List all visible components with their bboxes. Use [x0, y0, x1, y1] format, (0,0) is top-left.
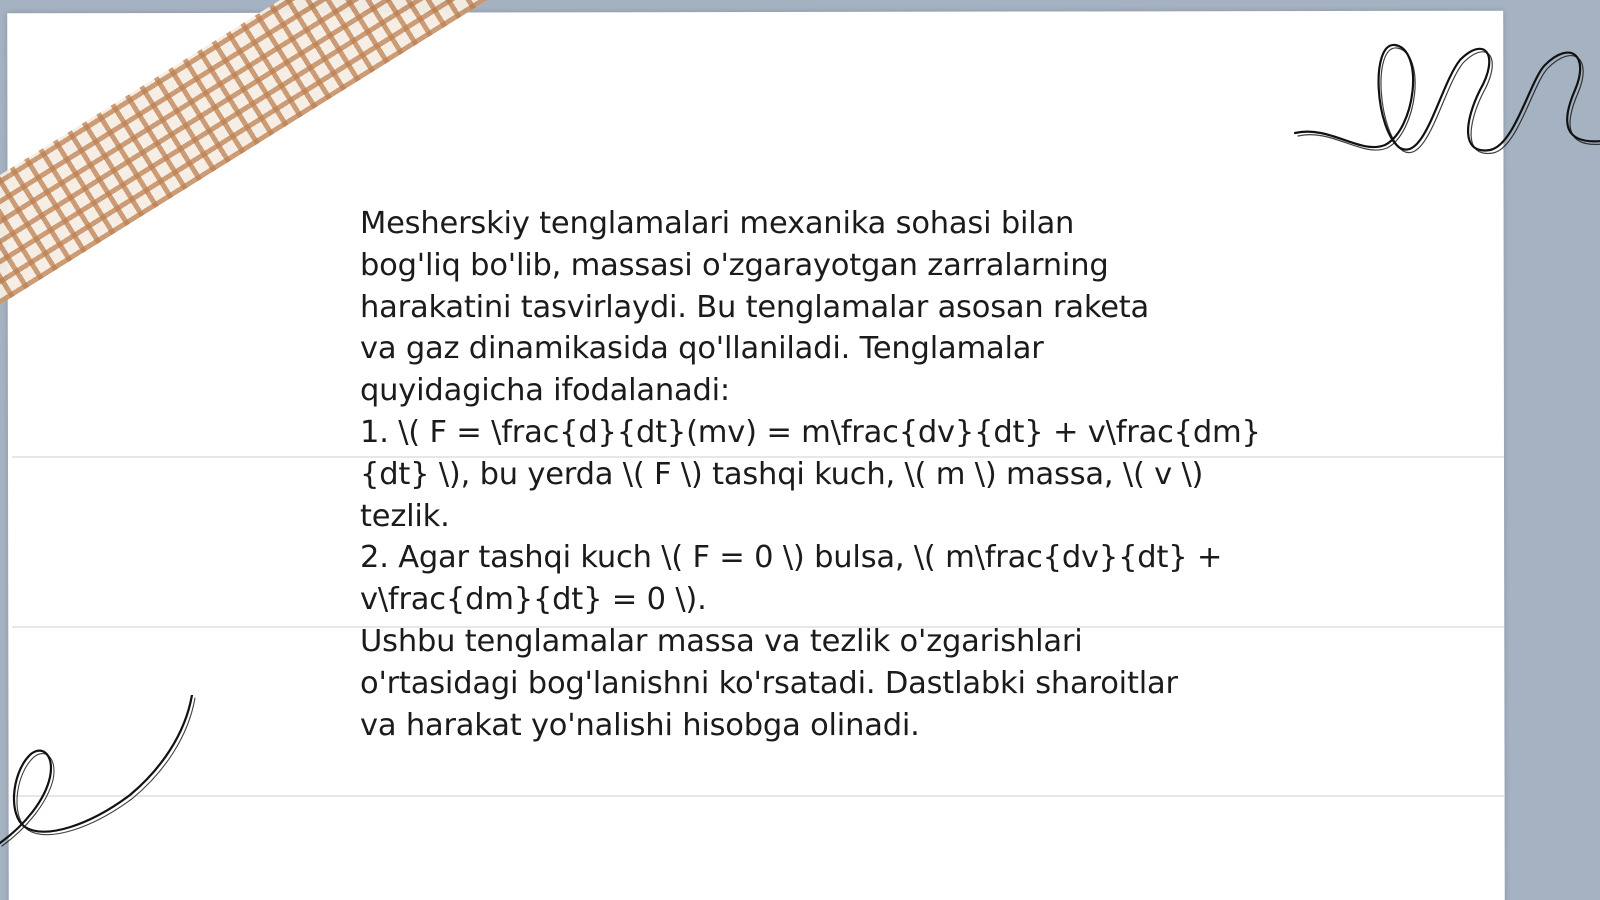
loop-scribble-icon — [1290, 30, 1600, 170]
equation-line: {dt} \), bu yerda \( F \) tashqi kuch, \( m \) massa, \( v \) — [360, 456, 1204, 492]
text-line: va harakat yo'nalishi hisobga olinadi. — [360, 707, 920, 743]
text-line: Mesherskiy tenglamalari mexanika sohasi bilan — [360, 206, 1075, 241]
paper-rule-line — [12, 795, 1504, 797]
equation-line: 1. \( F = \frac{d}{dt}(mv) = m\frac{dv}{dt} + v\frac{dm} — [360, 414, 1261, 450]
text-line: o'rtasidagi bog'lanishni ko'rsatadi. Dastlabki sharoitlar — [360, 665, 1178, 701]
text-line: quyidagicha ifodalanadi: — [360, 373, 731, 409]
text-line: harakatini tasvirlaydi. Bu tenglamalar asosan raketa — [360, 289, 1150, 325]
body-text — [360, 203, 1260, 746]
equation-line: v\frac{dm}{dt} = 0 \). — [360, 582, 707, 618]
text-line: va gaz dinamikasida qo'llaniladi. Tenglamalar — [360, 331, 1044, 367]
text-line: Ushbu tenglamalar massa va tezlik o'zgarishlari — [360, 623, 1083, 659]
text-line: bog'liq bo'lib, massasi o'zgarayotgan zarralarning — [360, 247, 1109, 283]
swirl-scribble-icon — [0, 695, 200, 855]
equation-line: 2. Agar tashqi kuch \( F = 0 \) bulsa, \( m\frac{dv}{dt} + — [360, 540, 1223, 576]
equation-line: tezlik. — [360, 498, 450, 534]
